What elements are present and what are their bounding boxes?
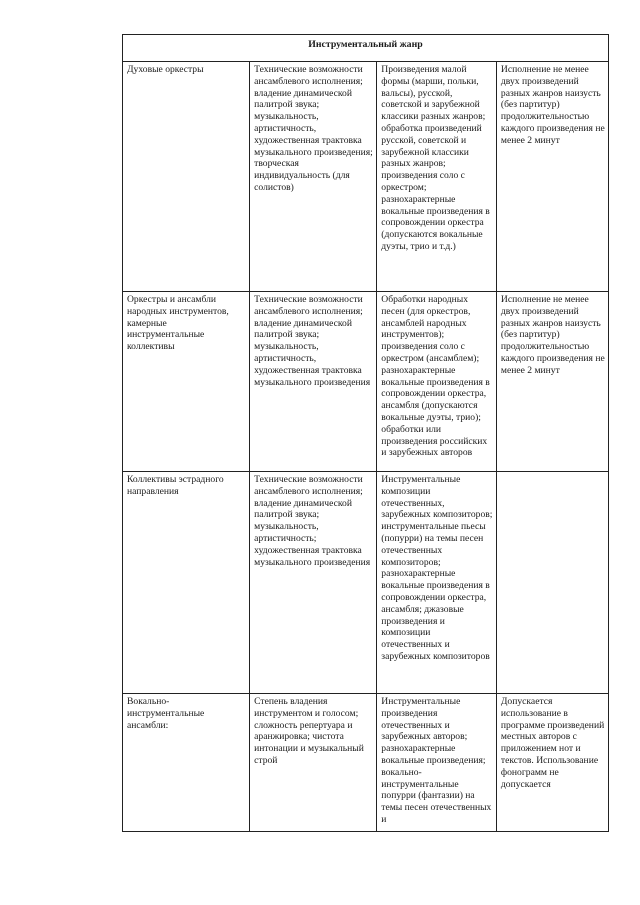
criteria-cell: Степень владения инструментом и голосом; сложность репертуара и аранжировка; чистота интонации и музыкальный строй (250, 694, 377, 832)
table-row (123, 62, 609, 292)
requirements-cell: Исполнение не менее двух произведений разных жанров наизусть (без партитур) продолжительностью каждого произведения не менее 2 минут (496, 292, 608, 472)
criteria-cell: Технические возможности ансамблевого исполнения; владение динамической палитрой звука; музыкальность, артистичность; художественная трактовка музыкального произведения (250, 472, 377, 694)
repertoire-cell: Произведения малой формы (марши, польки, вальсы), русской, советской и зарубежной классики разных жанров; обработка произведений русской, советской и зарубежной классики разных жанров; произведения соло с оркестром; разнохарактерные вокальные произведения в сопровождении оркестра (допускаются вокальные дуэты, трио и т.д.) (377, 62, 497, 292)
table-header-row (123, 35, 609, 62)
genre-cell: Оркестры и ансамбли народных инструментов, камерные инструментальные коллективы (123, 292, 250, 472)
requirements-cell (496, 472, 608, 694)
table-header: Инструментальный жанр (123, 35, 609, 62)
genre-table (122, 34, 609, 832)
criteria-cell: Технические возможности ансамблевого исполнения; владение динамической палитрой звука; музыкальность, артистичность, художественная трактовка музыкального произведения; творческая индивидуальность (для солистов) (250, 62, 377, 292)
table-row (123, 292, 609, 472)
requirements-cell: Исполнение не менее двух произведений разных жанров наизусть (без партитур) продолжительностью каждого произведения не менее 2 минут (496, 62, 608, 292)
genre-cell: Духовые оркестры (123, 62, 250, 292)
requirements-cell: Допускается использование в программе произведений местных авторов с приложением нот и текстов. Использование фонограмм не допускается (496, 694, 608, 832)
repertoire-cell: Обработки народных песен (для оркестров, ансамблей народных инструментов); произведения соло с оркестром (ансамблем); разнохарактерные вокальные произведения в сопровождении оркестра, ансамбля (допускаются вокальные дуэты, трио); обработки или произведения российских и зарубежных авторов (377, 292, 497, 472)
table-row (123, 694, 609, 832)
repertoire-cell: Инструментальные произведения отечественных и зарубежных авторов; разнохарактерные вокальные произведения; вокально-инструментальные попурри (фантазии) на темы песен отечественных и (377, 694, 497, 832)
genre-cell: Коллективы эстрадного направления (123, 472, 250, 694)
criteria-cell: Технические возможности ансамблевого исполнения; владение динамической палитрой звука; музыкальность, артистичность, художественная трактовка музыкального произведения (250, 292, 377, 472)
genre-cell: Вокально-инструментальные ансамбли: (123, 694, 250, 832)
repertoire-cell: Инструментальные композиции отечественных, зарубежных композиторов; инструментальные пьесы (попурри) на темы песен отечественных композиторов; разнохарактерные вокальные произведения в сопровождении оркестра, ансамбля; джазовые произведения и композиции отечественных и зарубежных композиторов (377, 472, 497, 694)
table-row (123, 472, 609, 694)
